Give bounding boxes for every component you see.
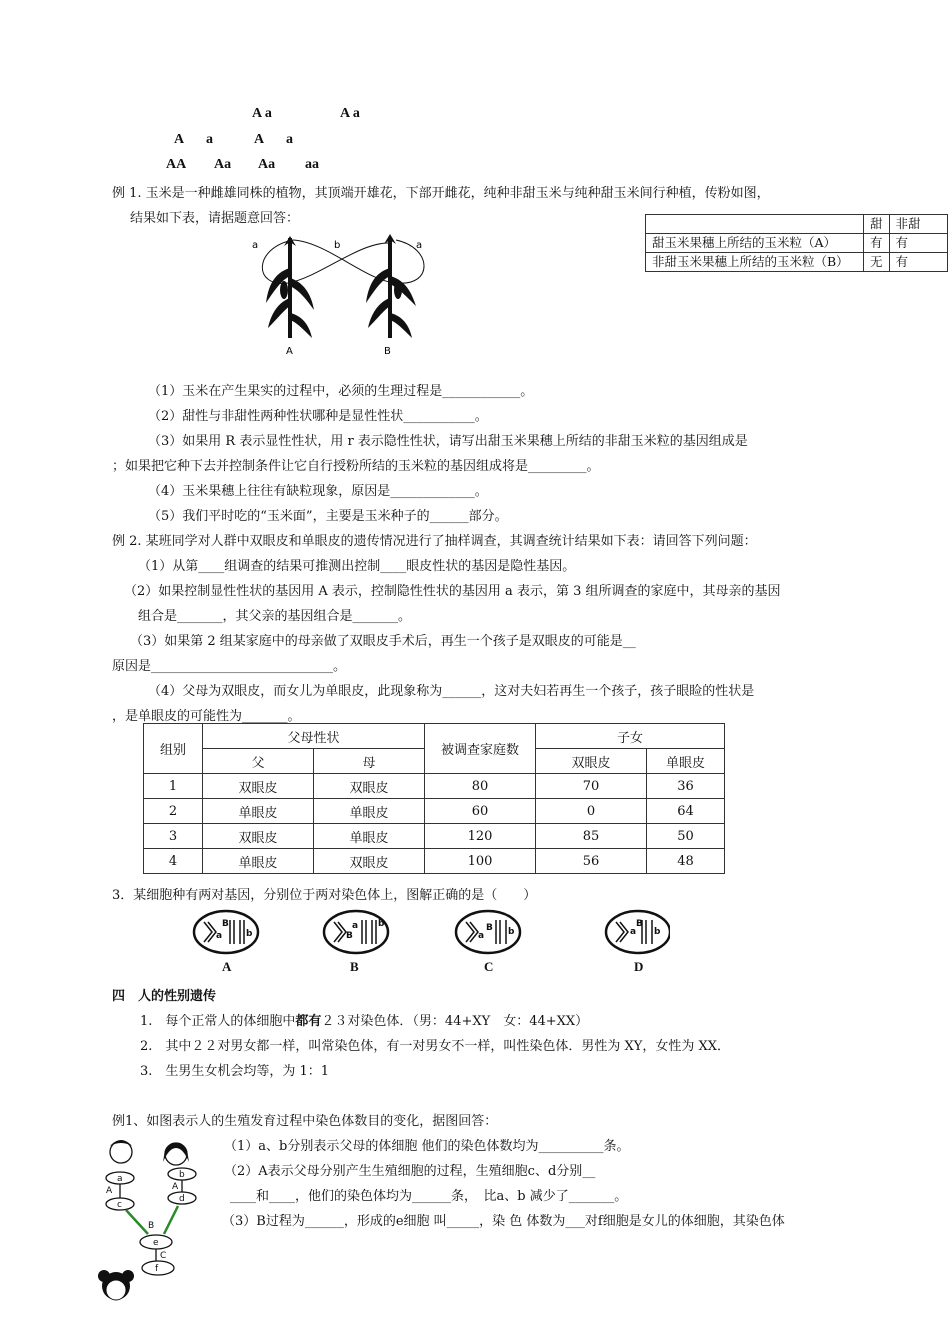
survey-cell-father: 双眼皮 xyxy=(203,774,314,799)
cross-parent-1: A a xyxy=(252,106,272,121)
cell-options-figure xyxy=(190,908,670,976)
cell-option-c-label: C xyxy=(484,959,494,974)
example2-q1: （1）从第____组调查的结果可推测出控制____眼皮性状的基因是隐性基因。 xyxy=(138,559,576,574)
example1-intro-line1: 例 1. 玉米是一种雌雄同株的植物，其顶端开雄花，下部开雌花，纯种非甜玉米与纯种甜玉米间行种植，传粉如图， xyxy=(112,186,770,201)
corn-table-row-b-nonsweet: 有 xyxy=(889,253,947,272)
survey-cell-single: 64 xyxy=(647,799,725,824)
example-sex-intro: 例1、如图表示人的生殖发育过程中染色体数目的变化，据图回答： xyxy=(112,1114,498,1129)
cross-offspring-4: aa xyxy=(305,157,319,172)
figure-label-a-right: a xyxy=(416,240,423,251)
survey-cell-group: 1 xyxy=(144,774,203,799)
example1-q3-line2: ；如果把它种下去并控制条件让它自行授粉所结的玉米粒的基因组成将是_________。 xyxy=(112,459,600,474)
section4-item1-bold: 都有 xyxy=(295,1014,322,1029)
example2-q3-line2: 原因是____________________________。 xyxy=(112,659,347,674)
corn-result-table xyxy=(645,214,948,272)
example2-intro: 例 2. 某班同学对人群中双眼皮和单眼皮的遗传情况进行了抽样调查，其调查统计结果如下表：请回答下列问题： xyxy=(112,534,757,549)
survey-cell-father: 单眼皮 xyxy=(203,799,314,824)
corn-table-row-b-label: 非甜玉米果穗上所结的玉米粒（B） xyxy=(646,253,864,272)
corn-table-row-a-label: 甜玉米果穗上所结的玉米粒（A） xyxy=(646,234,864,253)
figure-label-d: d xyxy=(179,1194,185,1204)
survey-header-children: 子女 xyxy=(536,724,725,749)
survey-cell-double: 0 xyxy=(536,799,647,824)
figure-label-plant-b: B xyxy=(384,346,391,357)
section4-item1-prefix: 1. 每个正常人的体细胞中 xyxy=(140,1014,296,1029)
figure-label-process-c: C xyxy=(160,1251,167,1261)
svg-text:B: B xyxy=(222,919,229,929)
corn-stalk-right xyxy=(388,238,392,338)
section4-item1 xyxy=(140,1010,588,1029)
svg-text:a: a xyxy=(630,927,637,937)
figure-label-plant-a: A xyxy=(286,346,293,357)
example1-q2: （2）甜性与非甜性两种性状哪种是显性性状___________。 xyxy=(148,409,488,424)
survey-cell-families: 60 xyxy=(425,799,536,824)
survey-header-parents: 父母性状 xyxy=(203,724,425,749)
svg-text:B: B xyxy=(636,919,643,929)
figure-label-b: b xyxy=(334,240,341,251)
survey-header-mother: 母 xyxy=(314,749,425,774)
figure-label-a-left: a xyxy=(252,240,259,251)
example2-q2-line1: （2）如果控制显性性状的基因用 A 表示，控制隐性性状的基因用 a 表示，第 3 组所调查的家庭中，其母亲的基因 xyxy=(124,584,781,599)
figure-label-b: b xyxy=(179,1170,185,1180)
svg-text:b: b xyxy=(378,919,385,929)
survey-cell-double: 70 xyxy=(536,774,647,799)
survey-cell-double: 85 xyxy=(536,824,647,849)
example2-q3-line1: （3）如果第 2 组某家庭中的母亲做了双眼皮手术后，再生一个孩子是双眼皮的可能是__ xyxy=(130,634,636,649)
cross-gamete-2: a xyxy=(206,132,213,147)
survey-cell-families: 100 xyxy=(425,849,536,874)
cross-parent-2: A a xyxy=(340,106,360,121)
survey-cell-mother: 双眼皮 xyxy=(314,849,425,874)
survey-cell-families: 80 xyxy=(425,774,536,799)
corn-table-row-b-sweet: 无 xyxy=(864,253,890,272)
eyelid-survey-table xyxy=(143,723,725,874)
survey-cell-group: 3 xyxy=(144,824,203,849)
figure-label-e: e xyxy=(153,1238,159,1248)
corn-table-header-nonsweet: 非甜 xyxy=(889,215,947,234)
survey-cell-mother: 双眼皮 xyxy=(314,774,425,799)
section4-heading: 四 人的性别遗传 xyxy=(112,989,217,1004)
cross-offspring-1: AA xyxy=(166,157,187,172)
example1-intro-line2: 结果如下表，请据题意回答： xyxy=(130,211,300,226)
survey-cell-single: 48 xyxy=(647,849,725,874)
corn-pollination-figure xyxy=(248,228,438,378)
corn-stalk-left xyxy=(288,238,292,338)
question3-text: 3．某细胞种有两对基因，分别位于两对染色体上，图解正确的是（ ） xyxy=(112,888,537,903)
table-row xyxy=(144,849,725,874)
cross-gamete-4: a xyxy=(286,132,293,147)
survey-cell-father: 双眼皮 xyxy=(203,824,314,849)
cross-gamete-3: A xyxy=(254,132,265,147)
figure-label-process-a-right: A xyxy=(172,1182,179,1192)
cell-option-b-membrane xyxy=(324,911,388,953)
example2-q4-line2: ，是单眼皮的可能性为_______。 xyxy=(112,709,301,724)
corn-table-header-sweet: 甜 xyxy=(864,215,890,234)
survey-header-father: 父 xyxy=(203,749,314,774)
example2-q4-line1: （4）父母为双眼皮，而女儿为单眼皮，此现象称为______，这对夫妇若再生一个孩子，孩子眼睑的性状是 xyxy=(148,684,755,699)
table-row xyxy=(144,799,725,824)
cross-offspring-2: Aa xyxy=(214,157,232,172)
section4-item1-suffix: ２３对染色体．（男：44+XY 女：44+XX） xyxy=(321,1014,589,1029)
cell-option-b-label: B xyxy=(350,959,359,974)
svg-text:b: b xyxy=(246,929,253,939)
survey-cell-single: 50 xyxy=(647,824,725,849)
example-sex-q2-line1: （2）A表示父母分别产生生殖细胞的过程，生殖细胞c、d分别__ xyxy=(224,1164,596,1179)
section4-item2: 2. 其中２２对男女都一样，叫常染色体，有一对男女不一样，叫性染色体．男性为 XY，女性为 XX． xyxy=(140,1039,731,1054)
survey-cell-group: 4 xyxy=(144,849,203,874)
cross-gamete-1: A xyxy=(174,132,185,147)
example-sex-q1: （1）a、b分别表示父母的体细胞 他们的染色体数均为__________条。 xyxy=(224,1139,630,1154)
cross-offspring-3: Aa xyxy=(258,157,276,172)
example1-q3-line1: （3）如果用 R 表示显性性状，用 r 表示隐性性状，请写出甜玉米果穗上所结的非甜玉米粒的基因组成是 xyxy=(148,434,748,449)
corn-table-header-blank xyxy=(646,215,864,234)
survey-header-group: 组别 xyxy=(144,724,203,774)
svg-text:b: b xyxy=(508,927,515,937)
example-sex-q2-line2: ____和____，他们的染色体均为______条， 比a、b 减少了_______。 xyxy=(230,1189,628,1204)
reproduction-figure xyxy=(96,1136,220,1306)
svg-text:B: B xyxy=(346,931,353,941)
survey-cell-single: 36 xyxy=(647,774,725,799)
corn-ear-right xyxy=(394,281,402,299)
figure-label-c: c xyxy=(117,1200,122,1210)
corn-table-row-a-nonsweet: 有 xyxy=(889,234,947,253)
survey-cell-father: 单眼皮 xyxy=(203,849,314,874)
survey-cell-mother: 单眼皮 xyxy=(314,824,425,849)
example1-q5: （5）我们平时吃的“玉米面”，主要是玉米种子的______部分。 xyxy=(148,509,508,524)
corn-table-row-a-sweet: 有 xyxy=(864,234,890,253)
svg-text:a: a xyxy=(478,931,485,941)
survey-header-double: 双眼皮 xyxy=(536,749,647,774)
figure-label-process-a-left: A xyxy=(106,1186,113,1196)
table-row xyxy=(144,824,725,849)
survey-cell-mother: 单眼皮 xyxy=(314,799,425,824)
figure-label-f: f xyxy=(155,1264,159,1274)
survey-cell-families: 120 xyxy=(425,824,536,849)
table-row xyxy=(144,774,725,799)
figure-label-a: a xyxy=(117,1174,123,1184)
svg-text:b: b xyxy=(654,927,661,937)
section4-item3: 3. 生男生女机会均等，为 1：1 xyxy=(140,1064,330,1079)
cell-option-a-label: A xyxy=(222,959,232,974)
example2-q2-line2: 组合是_______，其父亲的基因组合是_______。 xyxy=(138,609,412,624)
svg-text:B: B xyxy=(486,923,493,933)
cell-option-d-label: D xyxy=(634,959,644,974)
corn-ear-left xyxy=(280,281,288,299)
survey-cell-double: 56 xyxy=(536,849,647,874)
example-sex-q3: （3）B过程为______，形成的e细胞 叫_____，染 色 体数为___对f细胞是女儿的体细胞，其染色体 xyxy=(222,1214,785,1229)
survey-header-single: 单眼皮 xyxy=(647,749,725,774)
survey-cell-group: 2 xyxy=(144,799,203,824)
example1-q1: （1）玉米在产生果实的过程中，必须的生理过程是____________。 xyxy=(148,384,534,399)
survey-header-families: 被调查家庭数 xyxy=(425,724,536,774)
svg-text:a: a xyxy=(352,921,359,931)
example1-q4: （4）玉米果穗上往往有缺粒现象，原因是_____________。 xyxy=(148,484,488,499)
pollination-curve-b xyxy=(293,240,424,283)
figure-label-process-b: B xyxy=(148,1221,155,1231)
svg-text:a: a xyxy=(216,931,223,941)
